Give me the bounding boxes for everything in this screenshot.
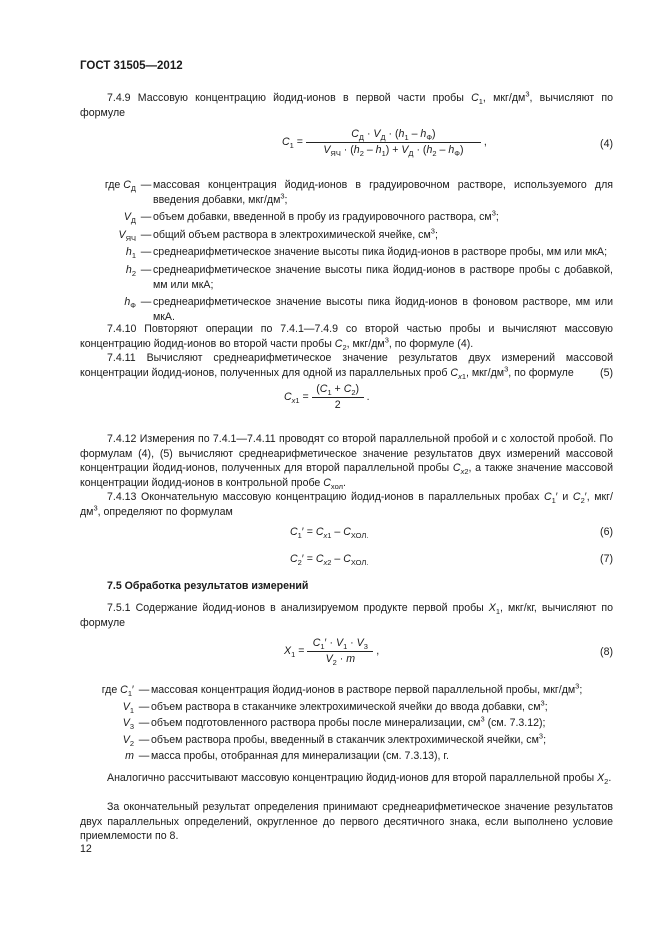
formula-8: $X_1$ = $\frac{C_1' \cdot V_1 \cdot V_3}{V_2 \cdot m}$ ,: [284, 637, 380, 667]
where-list-2: где $C_1'$ — массовая концентрация йодид-ионов в растворе первой параллельной пробы, мкг/$дм^3$; $V_1$ — объем раствора в стаканчике электрохимической ячейки до ввода добавки, $см^3$; $V_3$ — объем подготовленного раствора пробы после минерализации, $см^3$ (см. 7.3.12); $V_2$ — объем раствора пробы, введенный в стаканчик электрохимической ячейки, $см^3$; m — масса пробы, отобранная для минерализации (см. 7.3.13), г.: [101, 681, 583, 763]
formula-4-number: (4): [600, 138, 613, 150]
section-heading-7-5: 7.5 Обработка результатов измерений: [107, 580, 309, 592]
paragraph-7-4-11: 7.4.11 Вычисляют среднеарифметическое значение результатов двух измерений массовой концентрации йодид-ионов, полученных для одной из параллельных проб $C_{x1}$, мкг/$дм^3$, по формуле: [80, 352, 613, 381]
paragraph-7-4-9: 7.4.9 Массовую концентрацию йодид-ионов в первой части пробы $C_1$, мкг/$дм^3$, вычисляют по формуле: [80, 89, 614, 119]
paragraph-analog: Аналогично рассчитывают массовую концентрацию йодид-ионов для второй параллельной пробы $X_2$.: [107, 772, 612, 787]
formula-5: $C_{x1}$ = $\frac{(C_1 + C_2)}{2}$ .: [284, 383, 370, 411]
formula-5-number: (5): [600, 367, 613, 379]
paragraph-7-5-1: 7.5.1 Содержание йодид-ионов в анализируемом продукте первой пробы $X_1$, мкг/кг, вычисляют по формуле: [80, 602, 613, 629]
paragraph-7-4-12: 7.4.12 Измерения по 7.4.1—7.4.11 проводят со второй параллельной пробой и с холостой пробой. По формулам (4), (5) вычисляют среднеарифметическое значение результатов двух измерений массовой концентрации йодид-ионов, полученных для второй параллельной пробы $C_{x2}$, а также значение массовой концентрации йодид-ионов в контрольной пробе $C_{хол}$.: [80, 433, 613, 491]
document-header: ГОСТ 31505—2012: [80, 60, 183, 72]
formula-4: $C_1$ = $\frac{C_Д \cdot V_Д \cdot (h_1 - h_Ф)}{V_{ЯЧ} \cdot (h_2 - h_1) + V_Д \cdot (h_2 - h_Ф)}$ ,: [282, 128, 487, 158]
where-list-1: где $C_Д$ — массовая концентрация йодид-ионов в градуировочном растворе, используемого для введения добавки, мкг/$дм^3$; $V_Д$ — объем добавки, введенной в пробу из градуировочного раствора, $см^3$; $V_{ЯЧ}$ — общий объем раствора в электрохимической ячейке, $см^3$; $h_1$ — среднеарифметическое значение высоты пика йодид-ионов в растворе пробы, мм или мкА; $h_2$ — среднеарифметическое значение высоты пика йодид-ионов в растворе пробы с добавкой, мм или мкА; $h_Ф$ — среднеарифметическое значение высоты пика йодид-ионов в фоновом растворе, мм или мкА.: [104, 179, 613, 323]
formula-7: $C_2' = C_{x2} - C_{ХОЛ.}$: [290, 553, 369, 568]
formula-6: $C_1' = C_{x1} - C_{ХОЛ.}$: [290, 526, 369, 541]
page-number: 12: [80, 843, 92, 855]
formula-7-number: (7): [600, 553, 613, 565]
paragraph-7-4-13: 7.4.13 Окончательную массовую концентрацию йодид-ионов в параллельных пробах $C_1'$ и $C_2'$, мкг/$дм^3$, определяют по формулам: [80, 491, 613, 518]
paragraph-final: За окончательный результат определения принимают среднеарифметическое значение результатов двух параллельных определений, округленное до первого десятичного знака, если выполнено условие приемлемости по 8.: [80, 801, 613, 843]
formula-6-number: (6): [600, 526, 613, 538]
formula-8-number: (8): [600, 646, 613, 658]
paragraph-7-4-10: 7.4.10 Повторяют операции по 7.4.1—7.4.9 со второй частью пробы и вычисляют массовую концентрацию йодид-ионов во второй части пробы $C_2$, мкг/$дм^3$, по формуле (4).: [80, 323, 613, 352]
